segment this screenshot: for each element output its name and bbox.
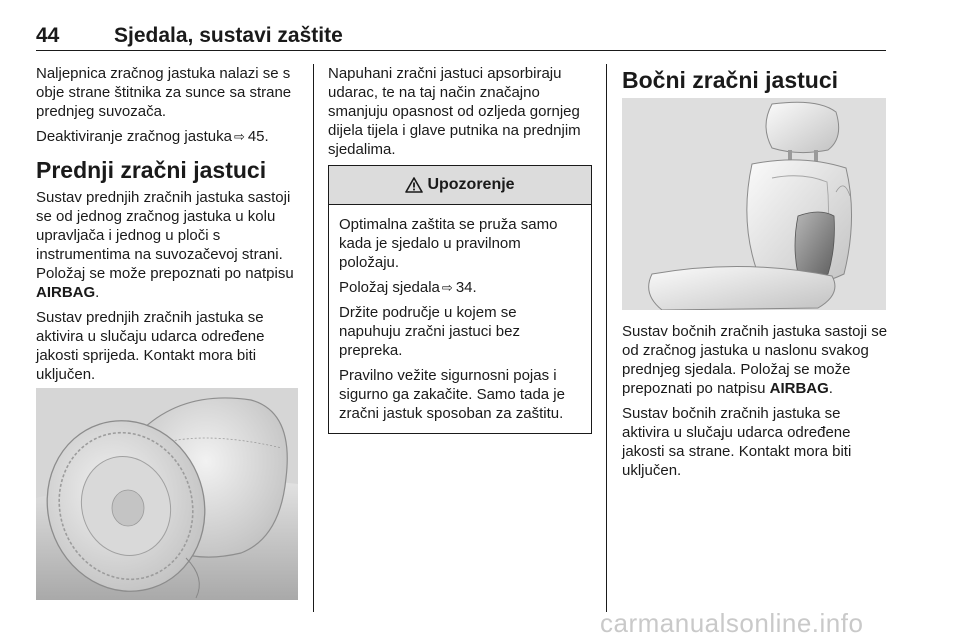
side-airbags-activation: Sustav bočnih zračnih jastuka se aktivira u slučaju udarca određene jakosti sa strane. Kontakt mora biti uključen. <box>622 405 852 479</box>
column-1 <box>36 64 298 390</box>
warning-box <box>328 165 592 434</box>
side-airbags-text <box>622 322 888 486</box>
side-airbags-period: . <box>828 380 833 397</box>
warning-header <box>329 166 591 205</box>
column-2 <box>328 64 592 434</box>
deactivation-text: Deaktiviranje zračnog jastuka <box>36 128 232 145</box>
airbag-label-bold: AIRBAG <box>36 284 96 301</box>
side-airbag-seat-illustration <box>622 98 886 310</box>
warning-seat-ref-paragraph <box>339 278 581 297</box>
side-airbags-description <box>622 322 888 398</box>
warning-seat-ref-text: Položaj sjedala <box>339 279 440 296</box>
page-header <box>36 20 886 51</box>
column-divider-2 <box>606 64 607 612</box>
watermark: carmanualsonline.info <box>600 608 864 638</box>
side-airbags-desc-text: Sustav bočnih zračnih jastuka sastoji se od zračnog jastuka u naslonu svakog prednjeg sjedala. Položaj se može prepoznati po natpisu <box>622 323 888 397</box>
column-divider-1 <box>313 64 314 612</box>
page-number: 44 <box>36 24 60 47</box>
airbag-absorption-paragraph: Napuhani zračni jastuci apsorbiraju udarac, te na taj način značajno smanjuju opasnost od ozljeda gornjeg dijela tijela i glave putnika na prednjim sjedalima. <box>328 65 581 158</box>
front-airbags-text: Sustav prednjih zračnih jastuka sastoji se od jednog zračnog jastuka u kolu upravljača i jednog u ploči s instrumentima na suvozačevoj strani. Položaj se može prepoznati po natpisu <box>36 189 294 282</box>
page-ref-arrow-icon[interactable] <box>232 128 248 145</box>
warning-body <box>329 205 591 433</box>
warning-seat-position: Optimalna zaštita se pruža samo kada je sjedalo u pravilnom položaju. <box>339 216 558 271</box>
page-ref-arrow-icon[interactable] <box>440 279 456 296</box>
front-airbags-heading: Prednji zračni jastuci <box>36 157 267 183</box>
warning-title: Upozorenje <box>427 176 515 193</box>
front-airbags-description <box>36 188 298 302</box>
deactivation-paragraph <box>36 127 298 146</box>
column-3 <box>622 64 888 98</box>
front-airbag-illustration <box>36 388 298 600</box>
airbag-label-bold: AIRBAG <box>769 380 829 397</box>
warning-seat-page-ref[interactable]: 34. <box>455 279 477 296</box>
warning-seatbelt: Pravilno vežite sigurnosni pojas i sigurno ga zakačite. Samo tada je zračni jastuk sposoban za zaštitu. <box>339 367 565 422</box>
front-airbags-activation: Sustav prednjih zračnih jastuka se aktivira u slučaju udarca određene jakosti sprijeda. Kontakt mora biti uključen. <box>36 309 265 383</box>
section-title: Sjedala, sustavi zaštite <box>114 24 343 47</box>
side-airbags-heading: Bočni zračni jastuci <box>622 67 839 93</box>
deactivation-page-ref[interactable]: 45. <box>247 128 269 145</box>
warning-keep-clear: Držite područje u kojem se napuhuju zračni jastuci bez prepreka. <box>339 304 520 359</box>
front-airbags-period: . <box>95 284 100 301</box>
label-location-paragraph: Naljepnica zračnog jastuka nalazi se s obje strane štitnika za sunce sa strane prednjeg suvozača. <box>36 65 292 120</box>
warning-triangle-icon <box>405 177 423 193</box>
